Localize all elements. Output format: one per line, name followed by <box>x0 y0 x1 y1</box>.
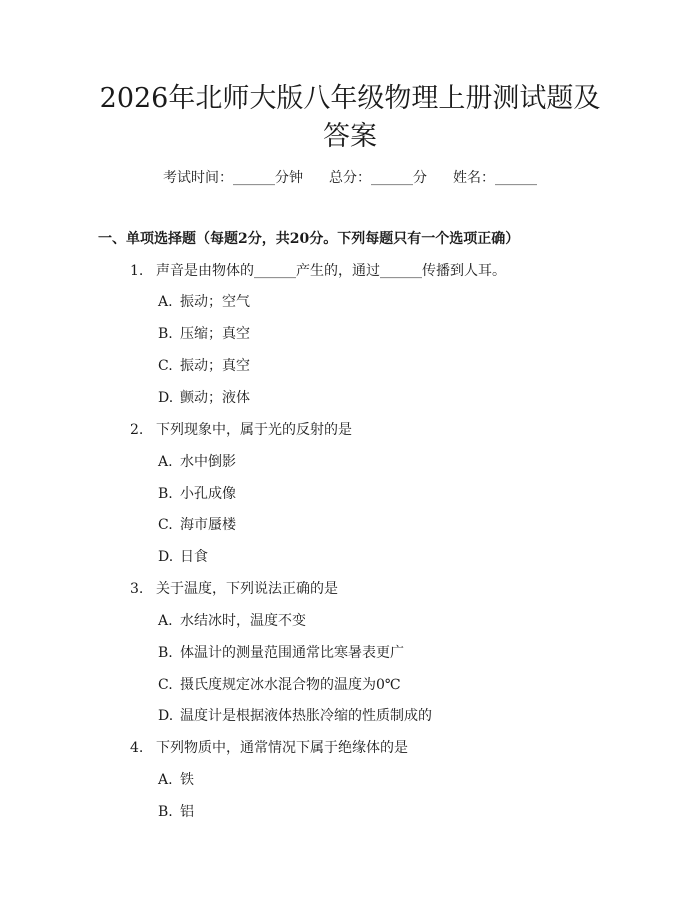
option-letter: C. <box>158 517 173 533</box>
option-1c <box>158 356 250 376</box>
option-text: 振动；真空 <box>180 358 250 374</box>
question-number: 3. <box>130 581 144 597</box>
option-3d <box>158 706 432 726</box>
option-letter: A. <box>158 772 173 788</box>
question-4 <box>130 738 408 758</box>
total-score-field: 总分：______分 <box>329 170 427 186</box>
option-text: 压缩；真空 <box>180 326 250 342</box>
option-text: 铁 <box>180 772 194 788</box>
option-text: 海市蜃楼 <box>180 517 236 533</box>
exam-time-field: 考试时间：______分钟 <box>163 170 303 186</box>
question-text: 关于温度，下列说法正确的是 <box>156 581 338 597</box>
option-text: 水中倒影 <box>180 454 236 470</box>
option-2b <box>158 484 236 504</box>
option-2d <box>158 547 208 567</box>
option-2a <box>158 452 236 472</box>
question-1 <box>130 261 506 281</box>
option-1d <box>158 388 250 408</box>
option-letter: D. <box>158 708 174 724</box>
option-letter: B. <box>158 804 173 820</box>
question-text: 声音是由物体的______产生的，通过______传播到人耳。 <box>156 263 506 279</box>
option-letter: D. <box>158 390 174 406</box>
question-number: 2. <box>130 422 144 438</box>
option-text: 振动；空气 <box>180 294 250 310</box>
option-letter: D. <box>158 549 174 565</box>
question-text: 下列现象中，属于光的反射的是 <box>156 422 352 438</box>
option-letter: A. <box>158 613 173 629</box>
option-letter: B. <box>158 326 173 342</box>
option-letter: C. <box>158 358 173 374</box>
option-1a <box>158 292 250 312</box>
option-3a <box>158 611 306 631</box>
question-number: 4. <box>130 740 144 756</box>
option-4a <box>158 770 194 790</box>
option-3b <box>158 643 404 663</box>
section-heading: 一、单项选择题（每题2分，共20分。下列每题只有一个选项正确） <box>98 231 520 247</box>
exam-meta-line <box>0 168 700 188</box>
option-text: 日食 <box>180 549 208 565</box>
document-title: 2026年北师大版八年级物理上册测试题及答案 <box>99 83 601 152</box>
question-number: 1. <box>130 263 144 279</box>
question-3 <box>130 579 338 599</box>
option-text: 温度计是根据液体热胀冷缩的性质制成的 <box>180 708 432 724</box>
option-text: 小孔成像 <box>180 486 236 502</box>
option-2c <box>158 515 236 535</box>
option-letter: A. <box>158 454 173 470</box>
question-text: 下列物质中，通常情况下属于绝缘体的是 <box>156 740 408 756</box>
question-2 <box>130 420 352 440</box>
option-4b <box>158 802 194 822</box>
option-1b <box>158 324 250 344</box>
option-letter: B. <box>158 645 173 661</box>
option-letter: A. <box>158 294 173 310</box>
option-text: 摄氏度规定冰水混合物的温度为0℃ <box>180 677 401 693</box>
option-text: 体温计的测量范围通常比寒暑表更广 <box>180 645 404 661</box>
option-3c <box>158 675 401 695</box>
option-letter: B. <box>158 486 173 502</box>
student-name-field: 姓名：______ <box>453 170 537 186</box>
option-text: 铝 <box>180 804 194 820</box>
option-text: 颤动；液体 <box>180 390 250 406</box>
option-text: 水结冰时，温度不变 <box>180 613 306 629</box>
option-letter: C. <box>158 677 173 693</box>
